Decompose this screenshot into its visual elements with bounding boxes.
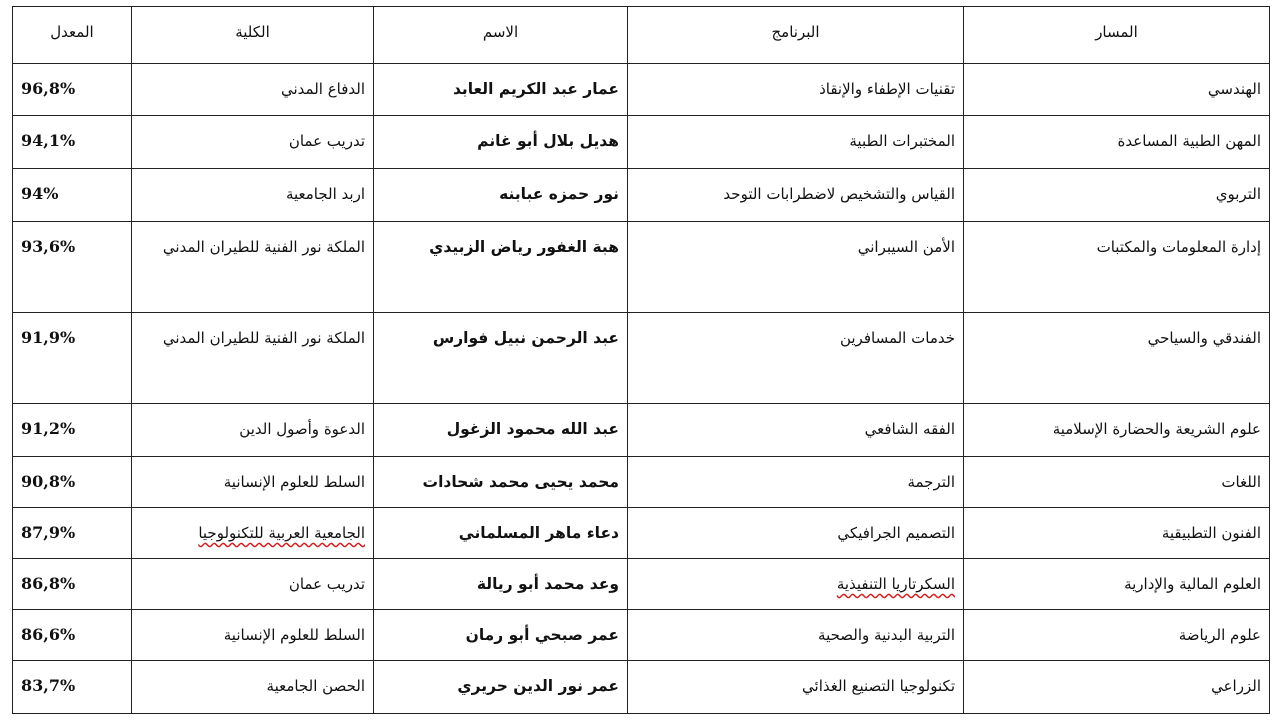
header-rate: المعدل xyxy=(13,7,132,64)
cell-college: الدعوة وأصول الدين xyxy=(132,404,374,457)
cell-name: عمر صبحي أبو رمان xyxy=(374,610,628,661)
cell-rate: 90,8% xyxy=(13,457,132,508)
cell-college: الملكة نور الفنية للطيران المدني xyxy=(132,313,374,404)
cell-college: الحصن الجامعية xyxy=(132,661,374,714)
cell-college-text: الجامعية العربية للتكنولوجيا xyxy=(198,524,365,542)
cell-program-text: السكرتاريا التنفيذية xyxy=(836,575,955,593)
cell-rate: 91,9% xyxy=(13,313,132,404)
cell-name: وعد محمد أبو ريالة xyxy=(374,559,628,610)
table-row xyxy=(13,222,1270,313)
cell-rate: 87,9% xyxy=(13,508,132,559)
cell-name: نور حمزه عبابنه xyxy=(374,169,628,222)
cell-college: الدفاع المدني xyxy=(132,64,374,116)
cell-college: السلط للعلوم الإنسانية xyxy=(132,457,374,508)
cell-program: التربية البدنية والصحية xyxy=(628,610,964,661)
table-header-row xyxy=(13,7,1270,64)
cell-name: هديل بلال أبو غانم xyxy=(374,116,628,169)
cell-track: اللغات xyxy=(964,457,1270,508)
cell-track: الهندسي xyxy=(964,64,1270,116)
header-track: المسار xyxy=(964,7,1270,64)
header-program: البرنامج xyxy=(628,7,964,64)
cell-track: الفندقي والسياحي xyxy=(964,313,1270,404)
cell-program: المختبرات الطبية xyxy=(628,116,964,169)
cell-college: الملكة نور الفنية للطيران المدني xyxy=(132,222,374,313)
cell-college: تدريب عمان xyxy=(132,116,374,169)
cell-track: إدارة المعلومات والمكتبات xyxy=(964,222,1270,313)
cell-program: خدمات المسافرين xyxy=(628,313,964,404)
results-table xyxy=(12,6,1270,714)
cell-program: الترجمة xyxy=(628,457,964,508)
table-row xyxy=(13,508,1270,559)
table-row xyxy=(13,661,1270,714)
cell-track: العلوم المالية والإدارية xyxy=(964,559,1270,610)
cell-name: دعاء ماهر المسلماني xyxy=(374,508,628,559)
cell-college: السلط للعلوم الإنسانية xyxy=(132,610,374,661)
cell-track: الفنون التطبيقية xyxy=(964,508,1270,559)
cell-program xyxy=(628,559,964,610)
cell-rate: 94,1% xyxy=(13,116,132,169)
header-name: الاسم xyxy=(374,7,628,64)
cell-rate: 91,2% xyxy=(13,404,132,457)
cell-program: التصميم الجرافيكي xyxy=(628,508,964,559)
cell-name: عبد الرحمن نبيل فوارس xyxy=(374,313,628,404)
cell-program: الفقه الشافعي xyxy=(628,404,964,457)
cell-name: عمار عبد الكريم العابد xyxy=(374,64,628,116)
cell-name: عبد الله محمود الزغول xyxy=(374,404,628,457)
table-row xyxy=(13,64,1270,116)
cell-college: اربد الجامعية xyxy=(132,169,374,222)
cell-name: عمر نور الدين حريري xyxy=(374,661,628,714)
table-row xyxy=(13,169,1270,222)
cell-rate: 93,6% xyxy=(13,222,132,313)
cell-name: محمد يحيى محمد شحادات xyxy=(374,457,628,508)
cell-rate: 83,7% xyxy=(13,661,132,714)
cell-program: تقنيات الإطفاء والإنقاذ xyxy=(628,64,964,116)
cell-college xyxy=(132,508,374,559)
cell-rate: 86,8% xyxy=(13,559,132,610)
cell-track: المهن الطبية المساعدة xyxy=(964,116,1270,169)
table-row xyxy=(13,313,1270,404)
cell-rate: 86,6% xyxy=(13,610,132,661)
cell-name: هبة الغفور رياض الزبيدي xyxy=(374,222,628,313)
cell-track: علوم الرياضة xyxy=(964,610,1270,661)
cell-program: تكنولوجيا التصنيع الغذائي xyxy=(628,661,964,714)
cell-college: تدريب عمان xyxy=(132,559,374,610)
cell-program: القياس والتشخيص لاضطرابات التوحد xyxy=(628,169,964,222)
cell-track: علوم الشريعة والحضارة الإسلامية xyxy=(964,404,1270,457)
cell-rate: 96,8% xyxy=(13,64,132,116)
cell-program: الأمن السيبراني xyxy=(628,222,964,313)
cell-rate: 94% xyxy=(13,169,132,222)
table-row xyxy=(13,559,1270,610)
table-row xyxy=(13,610,1270,661)
header-college: الكلية xyxy=(132,7,374,64)
document-page xyxy=(12,6,1269,714)
table-row xyxy=(13,457,1270,508)
cell-track: التربوي xyxy=(964,169,1270,222)
cell-track: الزراعي xyxy=(964,661,1270,714)
table-row xyxy=(13,404,1270,457)
table-row xyxy=(13,116,1270,169)
